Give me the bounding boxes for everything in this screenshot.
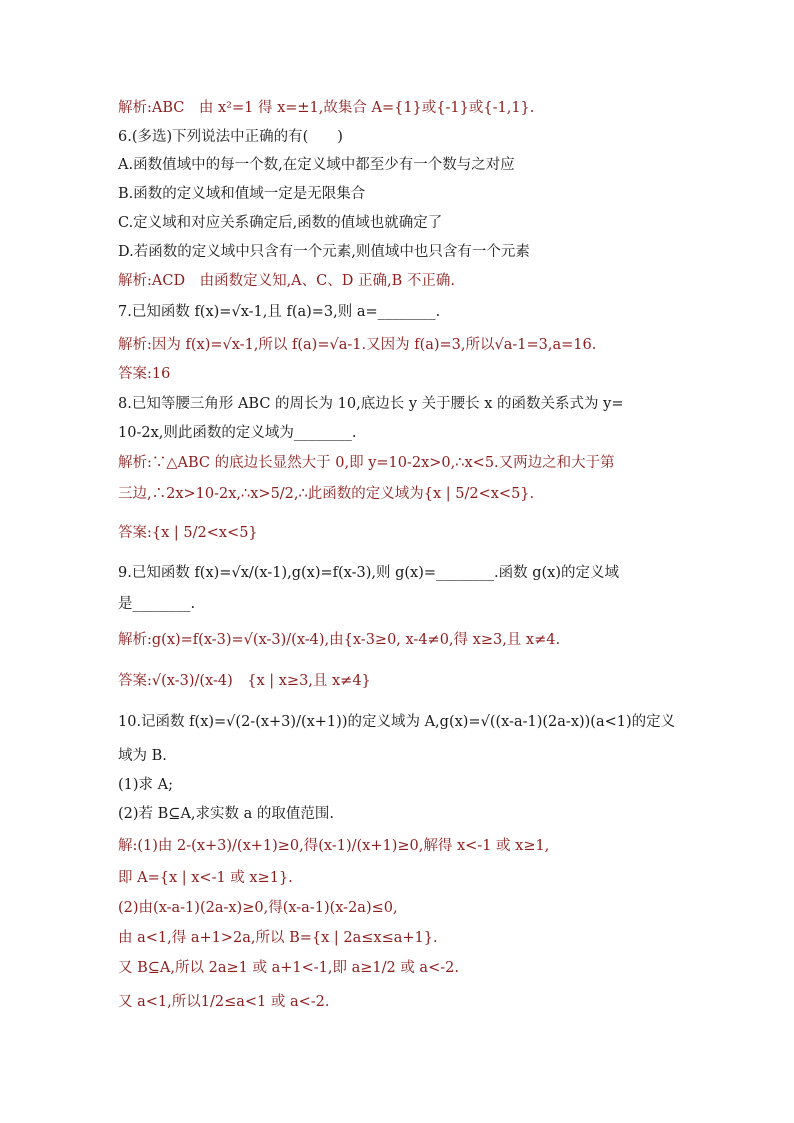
q8-analysis-line1: 解析:∵△ABC 的底边长显然大于 0,即 y=10-2x>0,∴x<5.又两边之和大于第 [118, 455, 615, 471]
q10-solution-line5: 又 B⊆A,所以 2a≥1 或 a+1<-1,即 a≥1/2 或 a<-2. [118, 960, 459, 976]
q9-stem-line2: 是________. [118, 596, 196, 612]
q10-part1: (1)求 A; [118, 777, 174, 793]
q10-solution-line1: 解:(1)由 2-(x+3)/(x+1)≥0,得(x-1)/(x+1)≥0,解得 x<-1 或 x≥1, [118, 838, 550, 854]
q10-solution-line3: (2)由(x-a-1)(2a-x)≥0,得(x-a-1)(x-2a)≤0, [118, 900, 398, 916]
q5-analysis: 解析:ABC 由 x²=1 得 x=±1,故集合 A={1}或{-1}或{-1,1}. [118, 100, 535, 116]
q6-option-a: A.函数值域中的每一个数,在定义域中都至少有一个数与之对应 [118, 157, 515, 173]
q9-answer: 答案:√(x-3)/(x-4) {x | x≥3,且 x≠4} [118, 673, 371, 689]
q10-solution-line4: 由 a<1,得 a+1>2a,所以 B={x | 2a≤x≤a+1}. [118, 930, 438, 946]
q7-answer: 答案:16 [118, 366, 171, 382]
q10-stem-line2: 域为 B. [118, 748, 167, 764]
q10-stem-line1: 10.记函数 f(x)=√(2-(x+3)/(x+1))的定义域为 A,g(x)=√((x-a-1)(2a-x))(a<1)的定义 [118, 714, 676, 730]
q7-stem: 7.已知函数 f(x)=√x-1,且 f(a)=3,则 a=________. [118, 304, 441, 320]
q10-part2: (2)若 B⊆A,求实数 a 的取值范围. [118, 806, 335, 822]
q9-analysis: 解析:g(x)=f(x-3)=√(x-3)/(x-4),由{x-3≥0, x-4≠0,得 x≥3,且 x≠4. [118, 632, 561, 648]
q9-stem-line1: 9.已知函数 f(x)=√x/(x-1),g(x)=f(x-3),则 g(x)=________.函数 g(x)的定义域 [118, 565, 620, 581]
q10-solution-line2: 即 A={x | x<-1 或 x≥1}. [118, 870, 293, 886]
q10-solution-line6: 又 a<1,所以1/2≤a<1 或 a<-2. [118, 994, 330, 1010]
q6-option-c: C.定义域和对应关系确定后,函数的值域也就确定了 [118, 215, 443, 231]
q8-analysis-line2: 三边,∴2x>10-2x,∴x>5/2,∴此函数的定义域为{x | 5/2<x<5}. [118, 486, 535, 502]
q8-stem-line1: 8.已知等腰三角形 ABC 的周长为 10,底边长 y 关于腰长 x 的函数关系式为 y= [118, 396, 624, 412]
q6-option-d: D.若函数的定义域中只含有一个元素,则值域中也只含有一个元素 [118, 244, 530, 260]
q8-stem-line2: 10-2x,则此函数的定义域为________. [118, 425, 357, 441]
q6-option-b: B.函数的定义域和值域一定是无限集合 [118, 186, 366, 202]
q8-answer: 答案:{x | 5/2<x<5} [118, 525, 258, 541]
q7-analysis: 解析:因为 f(x)=√x-1,所以 f(a)=√a-1.又因为 f(a)=3,所以√a-1=3,a=16. [118, 337, 597, 353]
q6-analysis: 解析:ACD 由函数定义知,A、C、D 正确,B 不正确. [118, 273, 455, 289]
q6-stem: 6.(多选)下列说法中正确的有( ) [118, 129, 343, 145]
